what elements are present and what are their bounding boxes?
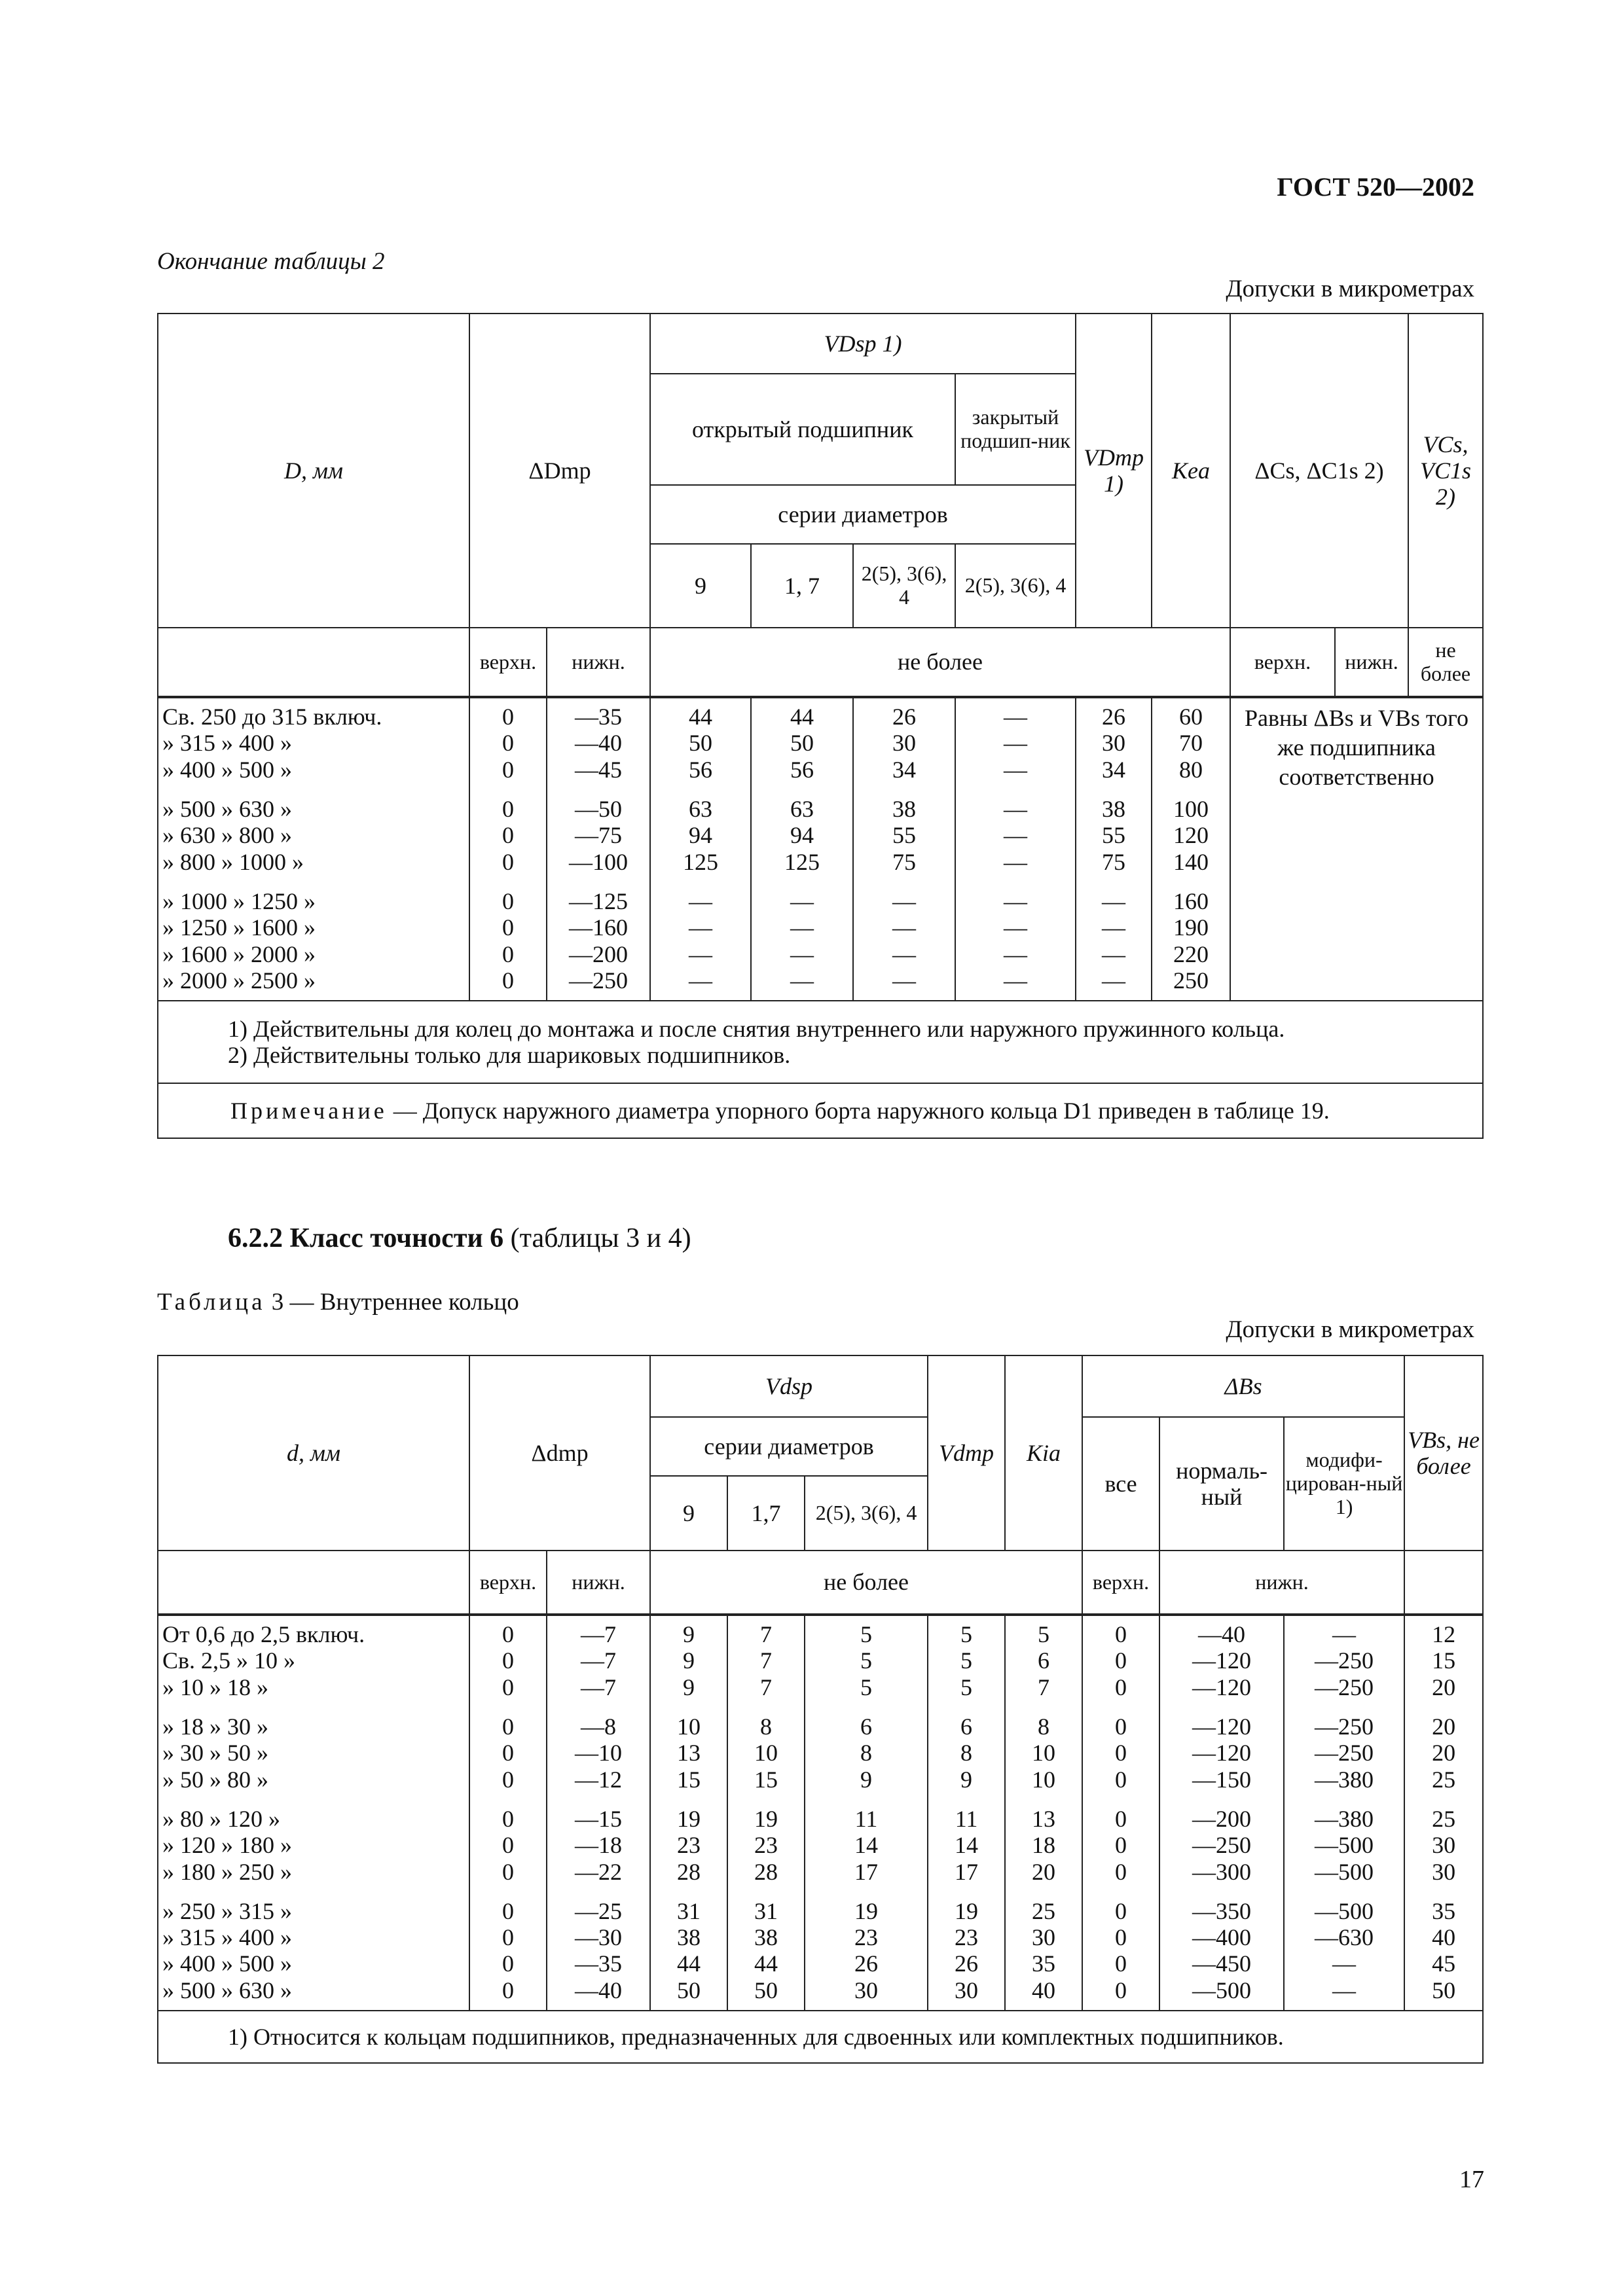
table-row: » 80 » 120 » 0 —15 19 19 11 11 13 0 —200 —380 25 [158,1793,1483,1832]
table-row: » 1000 » 1250 » 0 —125 — — — — — 160 [158,875,1483,914]
page-number: 17 [1459,2166,1484,2193]
table3-caption-label: Таблица [157,1289,266,1316]
t3-h-s17: 1,7 [727,1476,805,1551]
table-row: » 2000 » 2500 » 0 —250 — — — — — 250 [158,967,1483,1001]
section-number: 6.2.2 [228,1223,283,1253]
table-row: » 800 » 1000 » 0 —100 125 125 75 — 75 140 [158,849,1483,875]
t3-h-vdsp: Vdsp [650,1355,928,1417]
t2-h-dcs: ΔCs, ΔC1s 2) [1230,314,1408,628]
t2-h-s9: 9 [650,544,751,628]
t2-h-open: открытый подшипник [650,374,955,485]
t2-h-d: D, мм [158,314,469,628]
t3-h-vbs: VBs, не более [1404,1355,1483,1551]
t3-h-kia: Kia [1005,1355,1082,1551]
t2-h-upper: верхн. [469,628,547,697]
t3-h-dbs: ΔBs [1082,1355,1404,1417]
t2-h-d-cont [158,628,469,697]
t2-h-lower2: нижн. [1335,628,1408,697]
t3-h-d-cont [158,1551,469,1615]
t3-h-d: d, мм [158,1355,469,1551]
table-row: » 180 » 250 » 0 —22 28 28 17 17 20 0 —300 —500 30 [158,1859,1483,1885]
t2-h-vdsp: VDsp 1) [650,314,1076,374]
table3 [157,1355,1484,2064]
section-title: Класс точности 6 [289,1223,504,1253]
table2 [157,313,1484,1139]
table3-caption [157,1288,519,1316]
t2-h-vcs: VCs, VC1s 2) [1408,314,1483,628]
table-row: » 50 » 80 » 0 —12 15 15 9 9 10 0 —150 —380 25 [158,1767,1483,1793]
t2-h-lower: нижн. [547,628,650,697]
table2-units: Допуски в микрометрах [1226,276,1474,302]
t3-h-delta-dmp: Δdmp [469,1355,650,1551]
table-row: Св. 2,5 » 10 » 0 —7 9 7 5 5 6 0 —120 —250 15 [158,1647,1483,1674]
t2-h-delta-dmp: ΔDmp [469,314,650,628]
table-row: » 18 » 30 » 0 —8 10 8 6 6 8 0 —120 —250 20 [158,1700,1483,1740]
t2-h-vdmp: VDmp 1) [1076,314,1152,628]
section-heading [228,1223,691,1254]
table2-caption: Окончание таблицы 2 [157,248,385,275]
t2-note-label: Примечание [230,1097,388,1124]
t3-h-all: все [1082,1417,1159,1551]
document-code: ГОСТ 520—2002 [1277,172,1474,202]
table3-caption-text: 3 — Внутреннее кольцо [265,1289,519,1316]
t2-h-upper2: верхн. [1230,628,1335,697]
t2-h-nomore: не более [650,628,1230,697]
table-row: » 120 » 180 » 0 —18 23 23 14 14 18 0 —250 —500 30 [158,1832,1483,1858]
t2-h-s2536: 2(5), 3(6), 4 [853,544,955,628]
table-row: » 500 » 630 » 0 —40 50 50 30 30 40 0 —500 — 50 [158,1977,1483,2011]
table3-units: Допуски в микрометрах [1226,1316,1474,1343]
table-row: » 500 » 630 » 0 —50 63 63 38 — 38 100 [158,783,1483,822]
t2-h-kea: Kea [1152,314,1230,628]
table-row: » 1600 » 2000 » 0 —200 — — — — — 220 [158,941,1483,967]
table-row: » 315 » 400 » 0 —30 38 38 23 23 30 0 —400 —630 40 [158,1924,1483,1950]
table-row: » 400 » 500 » 0 —45 56 56 34 — 34 80 [158,757,1483,783]
t3-h-vbs-cont [1404,1551,1483,1615]
t3-h-lower2: нижн. [1159,1551,1404,1615]
t2-h-s17: 1, 7 [751,544,853,628]
t2-h-series: серии диаметров [650,485,1076,544]
t3-h-normal: нормаль-ный [1159,1417,1284,1551]
t2-footnote-2: 2) Действительны только для шариковых подшипников. [228,1042,791,1069]
t2-h-closed: закрытый подшип-ник [955,374,1076,485]
t3-h-modified: модифи-цирован-ный 1) [1284,1417,1404,1551]
table-row: » 400 » 500 » 0 —35 44 44 26 26 35 0 —450 — 45 [158,1950,1483,1977]
t3-h-lower: нижн. [547,1551,650,1615]
t3-h-s9: 9 [650,1476,727,1551]
t3-h-series: серии диаметров [650,1417,928,1476]
table-row: » 30 » 50 » 0 —10 13 10 8 8 10 0 —120 —250 20 [158,1740,1483,1766]
section-suffix: (таблицы 3 и 4) [510,1223,691,1253]
t3-h-upper: верхн. [469,1551,547,1615]
t2-note [158,1083,1483,1138]
t3-h-s2536: 2(5), 3(6), 4 [805,1476,928,1551]
t2-footnotes [158,1001,1483,1083]
t2-merged-note: Равны ΔBs и VBs того же подшипника соответственно [1230,697,1483,1001]
t3-h-nomore: не более [650,1551,1082,1615]
t2-note-text: — Допуск наружного диаметра упорного борта наружного кольца D1 приведен в таблице 19. [387,1097,1330,1124]
t3-h-upper2: верхн. [1082,1551,1159,1615]
table-row: » 315 » 400 » 0 —40 50 50 30 — 30 70 [158,730,1483,756]
table-row: » 10 » 18 » 0 —7 9 7 5 5 7 0 —120 —250 20 [158,1674,1483,1700]
table-row: От 0,6 до 2,5 включ. 0 —7 9 7 5 5 5 0 —40 — 12 [158,1615,1483,1647]
table-row: » 630 » 800 » 0 —75 94 94 55 — 55 120 [158,822,1483,848]
table-row: » 250 » 315 » 0 —25 31 31 19 19 25 0 —350 —500 35 [158,1885,1483,1924]
t2-footnote-1: 1) Действительны для колец до монтажа и после снятия внутреннего или наружного пружинного кольца. [228,1015,1285,1042]
table-row: Св. 250 до 315 включ. 0 —35 44 44 26 — 26 60 Равны ΔBs и VBs того же подшипника соответственно [158,697,1483,730]
t3-footnote: 1) Относится к кольцам подшипников, предназначенных для сдвоенных или комплектных подшипников. [158,2011,1483,2063]
table-row: » 1250 » 1600 » 0 —160 — — — — — 190 [158,914,1483,941]
t2-h-nomore2: не более [1408,628,1483,697]
t3-h-vdmp: Vdmp [928,1355,1005,1551]
t2-h-s2536b: 2(5), 3(6), 4 [955,544,1076,628]
